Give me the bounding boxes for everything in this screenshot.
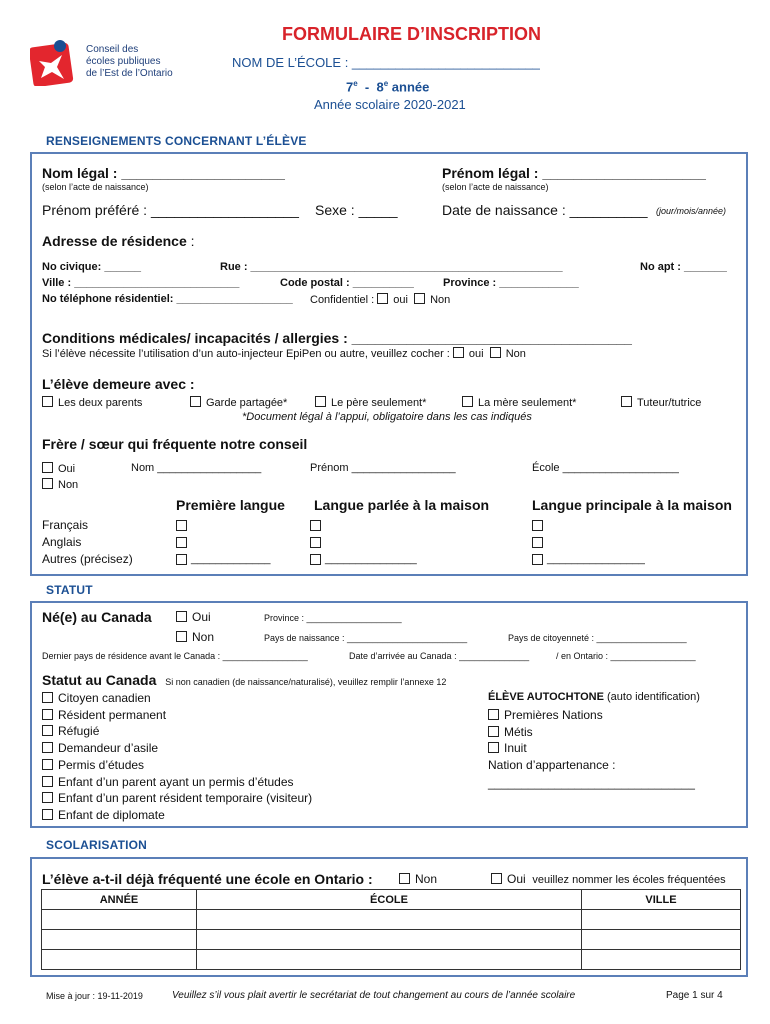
table-cell[interactable]: [197, 950, 582, 970]
born-oui-label: Oui: [192, 610, 211, 624]
table-row: [42, 910, 741, 930]
lw-guardian-option[interactable]: [621, 396, 701, 409]
born-non-option[interactable]: [176, 630, 214, 644]
legal-first-name-field[interactable]: [442, 165, 706, 181]
born-non-label: Non: [192, 630, 215, 644]
table-cell[interactable]: [42, 950, 197, 970]
sibling-title: Frère / sœur qui fréquente notre conseil: [42, 436, 308, 452]
last-country-field[interactable]: [42, 651, 308, 661]
table-cell[interactable]: [197, 930, 582, 950]
lives-with-title: L’élève demeure avec :: [42, 376, 195, 392]
col-city: VILLE: [582, 890, 741, 910]
logo-line-3: de l’Est de l’Ontario: [86, 68, 173, 79]
status-checkbox[interactable]: [42, 692, 53, 703]
status-checkbox[interactable]: [42, 759, 53, 770]
ontario-oui-checkbox[interactable]: [491, 873, 502, 884]
english-home-checkbox[interactable]: [310, 537, 321, 548]
street-field[interactable]: Rue : ___________________________________________________: [220, 261, 563, 273]
sib-school-field[interactable]: École ___________________: [532, 462, 679, 474]
sib-oui-option[interactable]: [42, 462, 75, 475]
status-option[interactable]: [42, 690, 312, 707]
status-label: Citoyen canadien: [58, 691, 151, 705]
status-checkbox[interactable]: [42, 742, 53, 753]
preferred-name-field[interactable]: Prénom préféré : ___________________: [42, 202, 299, 218]
table-row: [42, 930, 741, 950]
last-country-blank: _________________: [220, 651, 308, 661]
status-list: [42, 690, 312, 824]
section-heading-status: STATUT: [46, 583, 93, 597]
french-first-checkbox[interactable]: [176, 520, 187, 531]
col-year: ANNÉE: [42, 890, 197, 910]
address-title: [42, 233, 195, 249]
indigenous-label: Premières Nations: [504, 708, 603, 722]
sex-field[interactable]: Sexe : _____: [315, 202, 398, 218]
confidential-label: Confidentiel :: [310, 294, 375, 306]
status-label: Enfant de diplomate: [58, 807, 165, 822]
other-first-checkbox[interactable]: [176, 554, 187, 565]
section-heading-schooling: SCOLARISATION: [46, 838, 148, 852]
status-canada-note: Si non canadien (de naissance/naturalisé), veuillez remplir l’annexe 12: [165, 677, 447, 687]
grade-mid: - 8: [357, 79, 384, 95]
other-home-field[interactable]: _______________: [325, 553, 417, 565]
citizenship-field[interactable]: Pays de citoyenneté : __________________: [508, 633, 687, 643]
section-heading-student: RENSEIGNEMENTS CONCERNANT L’ÉLÈVE: [46, 134, 307, 148]
lang-main-header: Langue principale à la maison: [532, 497, 732, 513]
form-title: FORMULAIRE D’INSCRIPTION: [282, 24, 541, 44]
status-canada-title: [42, 672, 446, 690]
medical-field[interactable]: Conditions médicales/ incapacités / allergies : ____________________________________: [42, 330, 632, 346]
sib-oui-label: Oui: [58, 463, 76, 475]
status-label: Permis d’études: [58, 757, 145, 772]
apt-field[interactable]: No apt : _______: [640, 261, 727, 273]
epipen-non-checkbox[interactable]: [490, 347, 501, 358]
lang-row-other: Autres (précisez): [42, 552, 133, 566]
logo-text: [86, 44, 173, 80]
indigenous-checkbox[interactable]: [488, 709, 499, 720]
status-label: Enfant d’un parent résident temporaire (visiteur): [58, 791, 313, 806]
legal-name-label: Nom légal : _____________________: [42, 165, 285, 181]
status-option[interactable]: [42, 757, 312, 774]
status-checkbox[interactable]: [42, 709, 53, 720]
indigenous-option[interactable]: [488, 707, 603, 724]
legal-first-label: Prénom légal : _____________________: [442, 165, 706, 181]
table-cell[interactable]: [197, 910, 582, 930]
postal-field[interactable]: Code postal : __________: [280, 277, 414, 289]
lw-shared-option[interactable]: [190, 396, 287, 409]
birth-province-field[interactable]: Province : ___________________: [264, 613, 402, 623]
lw-father-option[interactable]: [315, 396, 426, 409]
status-option[interactable]: [42, 807, 312, 824]
indigenous-option[interactable]: [488, 740, 603, 757]
table-cell[interactable]: [582, 930, 741, 950]
status-checkbox[interactable]: [42, 725, 53, 736]
ontario-non-label: Non: [415, 872, 438, 886]
status-option[interactable]: [42, 740, 312, 757]
ontario-oui-option[interactable]: [491, 872, 726, 886]
grade-end: année: [388, 79, 430, 95]
grade-sup-2: e: [383, 79, 389, 88]
nation-label: Nation d’appartenance :: [488, 758, 616, 772]
lw-shared-checkbox[interactable]: [190, 396, 201, 407]
epipen-oui-label: oui: [468, 348, 484, 360]
table-header-row: [42, 890, 741, 910]
phone-field[interactable]: No téléphone résidentiel: ___________________: [42, 293, 293, 305]
indigenous-label: ÉLÈVE AUTOCHTONE: [488, 691, 604, 703]
grade-a: 7: [346, 79, 354, 95]
lw-mother-checkbox[interactable]: [462, 396, 473, 407]
french-home-checkbox[interactable]: [310, 520, 321, 531]
ontario-non-option[interactable]: [399, 872, 437, 886]
lw-guardian-label: Tuteur/tutrice: [637, 397, 702, 409]
legal-name-note: (selon l’acte de naissance): [42, 182, 149, 192]
other-first-field[interactable]: _____________: [191, 553, 271, 565]
indigenous-checkbox[interactable]: [488, 726, 499, 737]
school-name-field[interactable]: NOM DE L’ÉCOLE : __________________________: [232, 55, 540, 70]
ontario-non-checkbox[interactable]: [399, 873, 410, 884]
lw-both-checkbox[interactable]: [42, 396, 53, 407]
status-label: Enfant d’un parent ayant un permis d’études: [58, 774, 294, 789]
epipen-oui-checkbox[interactable]: [453, 347, 464, 358]
birth-country-field[interactable]: Pays de naissance : ________________________: [264, 633, 468, 643]
status-option[interactable]: [42, 723, 312, 740]
indigenous-title: [488, 691, 700, 703]
logo-line-2: écoles publiques: [86, 56, 161, 67]
schools-table: [41, 889, 741, 970]
sib-firstname-field[interactable]: Prénom _________________: [310, 462, 456, 474]
table-cell[interactable]: [42, 930, 197, 950]
footer-page: Page 1 sur 4: [666, 990, 723, 1001]
table-row: [42, 950, 741, 970]
ontario-school-question: L’élève a-t-il déjà fréquenté une école en Ontario :: [42, 871, 373, 887]
legal-first-note: (selon l’acte de naissance): [442, 182, 549, 192]
sib-oui-checkbox[interactable]: [42, 462, 53, 473]
status-label: Réfugié: [58, 724, 100, 739]
status-checkbox[interactable]: [42, 776, 53, 787]
lw-guardian-checkbox[interactable]: [621, 396, 632, 407]
epipen-group: [42, 347, 526, 360]
indigenous-checkbox[interactable]: [488, 742, 499, 753]
status-option[interactable]: [42, 707, 312, 724]
status-canada-label: Statut au Canada: [42, 672, 157, 688]
status-option[interactable]: [42, 774, 312, 791]
city-field[interactable]: Ville : ___________________________: [42, 277, 240, 289]
grade-sup-1: e: [353, 79, 358, 88]
nation-field[interactable]: _______________________________: [488, 776, 695, 790]
indigenous-label: Inuit: [504, 741, 527, 756]
footer-notice: Veuillez s’il vous plait avertir le secrétariat de tout changement au cours de l’année scolaire: [172, 990, 576, 1001]
col-school: ÉCOLE: [197, 890, 582, 910]
born-canada-label: Né(e) au Canada: [42, 609, 152, 625]
dob-field[interactable]: Date de naissance : __________: [442, 202, 648, 218]
lang-row-french: Français: [42, 518, 89, 532]
ontario-arrival-field[interactable]: / en Ontario : _________________: [556, 651, 696, 661]
confidential-oui-checkbox[interactable]: [377, 293, 388, 304]
footer-updated: Mise à jour : 19-11-2019: [46, 991, 143, 1001]
address-title-text: Adresse de résidence: [42, 233, 187, 249]
lw-mother-label: La mère seulement*: [478, 397, 577, 409]
table-cell[interactable]: [42, 910, 197, 930]
last-country-label: Dernier pays de résidence avant le Canada :: [42, 651, 221, 661]
indigenous-option[interactable]: [488, 724, 603, 741]
lw-father-checkbox[interactable]: [315, 396, 326, 407]
address-colon: :: [186, 233, 195, 249]
logo-line-1: Conseil des: [86, 44, 139, 55]
status-option[interactable]: [42, 790, 312, 807]
lw-both-option[interactable]: [42, 396, 142, 409]
confidential-non-label: Non: [430, 294, 451, 306]
confidential-oui-label: oui: [393, 294, 408, 306]
other-home-checkbox[interactable]: [310, 554, 321, 565]
table-cell[interactable]: [582, 950, 741, 970]
school-year: Année scolaire 2020-2021: [314, 97, 466, 112]
indigenous-list: [488, 707, 603, 757]
grade-label: [346, 79, 429, 94]
epipen-non-label: Non: [505, 348, 526, 360]
other-main-checkbox[interactable]: [532, 554, 543, 565]
province-field[interactable]: Province : _____________: [443, 277, 579, 289]
english-main-checkbox[interactable]: [532, 537, 543, 548]
lang-first-header: Première langue: [176, 497, 285, 513]
sib-non-checkbox[interactable]: [42, 478, 53, 489]
english-first-checkbox[interactable]: [176, 537, 187, 548]
status-label: Résident permanent: [58, 707, 167, 722]
confidential-non-checkbox[interactable]: [414, 293, 425, 304]
legal-name-field[interactable]: [42, 165, 285, 181]
status-checkbox[interactable]: [42, 792, 53, 803]
lw-shared-label: Garde partagée*: [206, 397, 288, 409]
logo: [30, 38, 78, 86]
french-main-checkbox[interactable]: [532, 520, 543, 531]
sib-non-option[interactable]: [42, 478, 78, 491]
lang-row-english: Anglais: [42, 535, 82, 549]
sib-non-label: Non: [58, 479, 79, 491]
lw-both-label: Les deux parents: [58, 397, 143, 409]
indigenous-note: (auto identification): [603, 691, 700, 703]
sib-name-field[interactable]: Nom _________________: [131, 462, 262, 474]
status-label: Demandeur d’asile: [58, 741, 159, 756]
status-checkbox[interactable]: [42, 809, 53, 820]
lw-father-label: Le père seulement*: [331, 397, 427, 409]
arrival-date-field[interactable]: Date d’arrivée au Canada : ______________: [349, 651, 530, 661]
dob-format: (jour/mois/année): [656, 206, 727, 216]
lw-mother-option[interactable]: [462, 396, 576, 409]
table-cell[interactable]: [582, 910, 741, 930]
confidential-group: [310, 293, 450, 306]
born-oui-option[interactable]: [176, 610, 211, 624]
other-main-field[interactable]: ________________: [547, 553, 645, 565]
born-non-checkbox[interactable]: [176, 631, 187, 642]
lang-home-header: Langue parlée à la maison: [314, 497, 490, 513]
civic-field[interactable]: No civique: ______: [42, 261, 142, 273]
ontario-oui-note: veuillez nommer les écoles fréquentées: [532, 874, 726, 886]
ontario-oui-label: Oui: [507, 872, 526, 886]
indigenous-label: Métis: [504, 724, 533, 739]
legal-doc-note: *Document légal à l’appui, obligatoire dans les cas indiqués: [242, 411, 532, 423]
born-oui-checkbox[interactable]: [176, 611, 187, 622]
epipen-text: Si l’élève nécessite l’utilisation d’un auto-injecteur EpiPen ou autre, veuillez cocher :: [42, 348, 450, 360]
